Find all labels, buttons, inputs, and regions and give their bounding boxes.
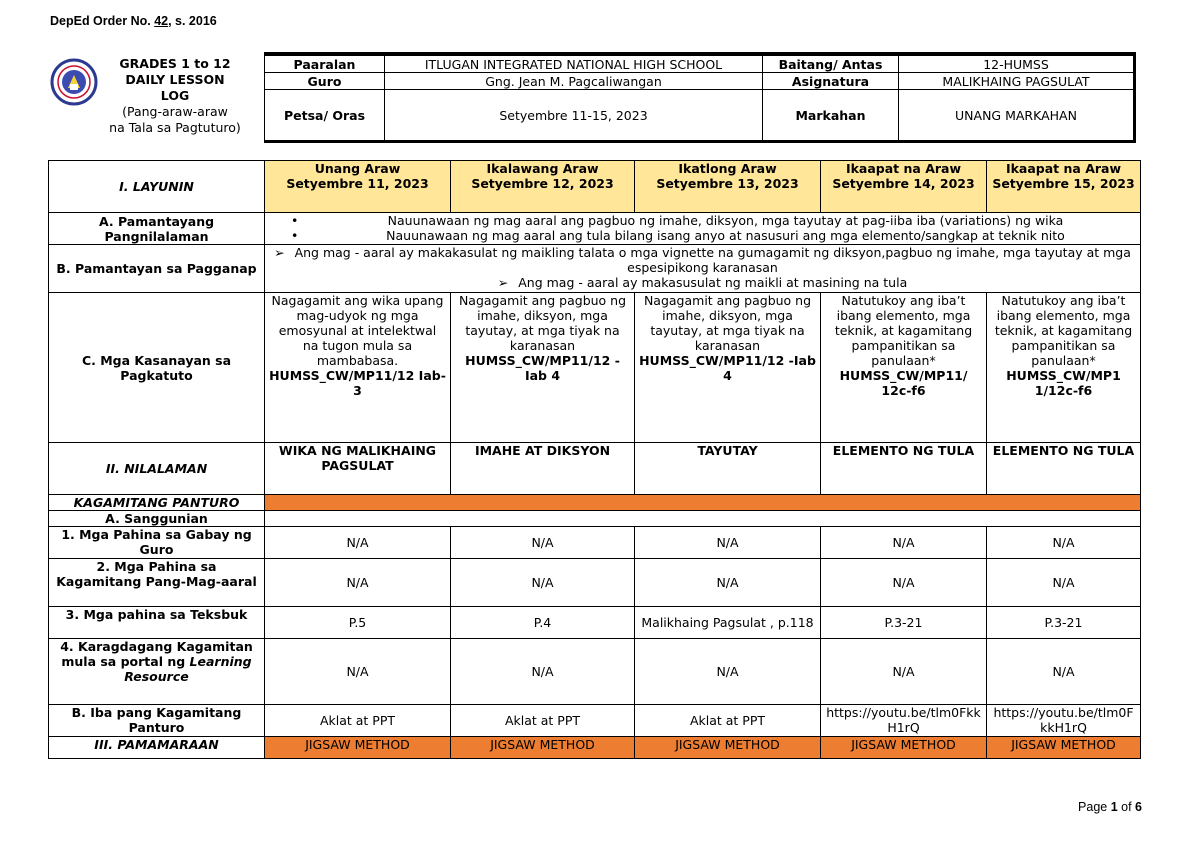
dll-title: GRADES 1 to 12 DAILY LESSON LOG (Pang-araw-araw na Tala sa Pagtuturo) xyxy=(109,56,241,135)
day-3-header: Ikatlong Araw Setyembre 13, 2023 xyxy=(635,161,821,213)
header-block xyxy=(48,52,1136,142)
markahan-value: UNANG MARKAHAN xyxy=(899,90,1134,141)
gabay-day-5: N/A xyxy=(987,527,1141,559)
kagamitan-pang-label: 2. Mga Pahina sa Kagamitang Pang-Mag-aaral xyxy=(49,559,265,607)
kasanayan-day-1: Nagagamit ang wika upang mag-udyok ng mga emosyunal at intelektwal na tugon mula sa mambabasa. HUMSS_CW/MP11/12 Iab-3 xyxy=(265,293,451,443)
nilalaman-label: II. NILALAMAN xyxy=(49,443,265,495)
page-number: Page 1 of 6 xyxy=(1078,800,1142,814)
pamamaraan-day-5: JIGSAW METHOD xyxy=(987,737,1141,759)
header-info-table xyxy=(264,55,1134,141)
list-item: • Nauunawaan ng mag aaral ang pagbuo ng imahe, diksyon, mga tayutay at pag-iiba iba (variations) ng wika xyxy=(315,213,1136,228)
teksbuk-day-2: P.4 xyxy=(451,607,635,639)
iba-label: B. Iba pang Kagamitang Panturo xyxy=(49,705,265,737)
list-item: ➢ Ang mag - aaral ay makakasulat ng maikling talata o mga vignette na gumagamit ng diksyon,pagbuo ng imahe, mga tayutay at mga espesipikong karanasan xyxy=(274,245,1131,275)
pagganap-label: B. Pamantayan sa Pagganap xyxy=(49,245,265,293)
sanggunian-blank xyxy=(265,511,1141,527)
karagdagang-day-5: N/A xyxy=(987,639,1141,705)
kagamitan-pang-day-5: N/A xyxy=(987,559,1141,607)
pamamaraan-day-3: JIGSAW METHOD xyxy=(635,737,821,759)
list-item: • Nauunawaan ng mag aaral ang tula bilang isang anyo at nasusuri ang mga elemento/sangkap at teknik nito xyxy=(315,228,1136,243)
layunin-header: I. LAYUNIN xyxy=(49,161,265,213)
baitang-label: Baitang/ Antas xyxy=(763,56,899,73)
karagdagang-day-1: N/A xyxy=(265,639,451,705)
lesson-log-table xyxy=(48,160,1141,759)
kagamitan-pang-day-3: N/A xyxy=(635,559,821,607)
teksbuk-day-5: P.3-21 xyxy=(987,607,1141,639)
kagamitan-pang-day-1: N/A xyxy=(265,559,451,607)
nilalaman-day-4: ELEMENTO NG TULA xyxy=(821,443,987,495)
arrow-bullet-icon: ➢ xyxy=(274,245,285,260)
paaralan-label: Paaralan xyxy=(265,56,385,73)
kasanayan-day-4: Natutukoy ang iba’t ibang elemento, mga teknik, at kagamitang pampanitikan sa panulaan* HUMSS_CW/MP11/ 12c-f6 xyxy=(821,293,987,443)
guro-value: Gng. Jean M. Pagcaliwangan xyxy=(385,73,763,90)
asignatura-value: MALIKHAING PAGSULAT xyxy=(899,73,1134,90)
pamamaraan-day-4: JIGSAW METHOD xyxy=(821,737,987,759)
pamamaraan-day-1: JIGSAW METHOD xyxy=(265,737,451,759)
karagdagang-day-4: N/A xyxy=(821,639,987,705)
teksbuk-day-4: P.3-21 xyxy=(821,607,987,639)
pamantayang-list xyxy=(265,213,1141,245)
iba-day-5-link[interactable]: https://youtu.be/tlm0FkkH1rQ xyxy=(987,705,1141,737)
kasanayan-label: C. Mga Kasanayan sa Pagkatuto xyxy=(49,293,265,443)
gabay-day-2: N/A xyxy=(451,527,635,559)
iba-day-1: Aklat at PPT xyxy=(265,705,451,737)
list-item: ➢ Ang mag - aaral ay makasusulat ng maikli at masining na tula xyxy=(497,275,908,290)
day-2-header: Ikalawang Araw Setyembre 12, 2023 xyxy=(451,161,635,213)
petsa-value: Setyembre 11-15, 2023 xyxy=(385,90,763,141)
guro-label: Guro xyxy=(265,73,385,90)
asignatura-label: Asignatura xyxy=(763,73,899,90)
kasanayan-day-3: Nagagamit ang pagbuo ng imahe, diksyon, mga tayutay, at mga tiyak na karanasan HUMSS_CW/MP11/12 -Iab 4 xyxy=(635,293,821,443)
iba-day-2: Aklat at PPT xyxy=(451,705,635,737)
kasanayan-day-2: Nagagamit ang pagbuo ng imahe, diksyon, mga tayutay, at mga tiyak na karanasan HUMSS_CW/MP11/12 -Iab 4 xyxy=(451,293,635,443)
gabay-day-4: N/A xyxy=(821,527,987,559)
nilalaman-day-1: WIKA NG MALIKHAING PAGSULAT xyxy=(265,443,451,495)
teksbuk-label: 3. Mga pahina sa Teksbuk xyxy=(49,607,265,639)
karagdagang-day-2: N/A xyxy=(451,639,635,705)
deped-order: DepEd Order No. 42, s. 2016 xyxy=(50,14,217,28)
kagamitan-pang-day-4: N/A xyxy=(821,559,987,607)
kagamitan-label: KAGAMITANG PANTURO xyxy=(49,495,265,511)
iba-day-4-link[interactable]: https://youtu.be/tlm0FkkH1rQ xyxy=(821,705,987,737)
gabay-label: 1. Mga Pahina sa Gabay ng Guro xyxy=(49,527,265,559)
nilalaman-day-2: IMAHE AT DIKSYON xyxy=(451,443,635,495)
kagamitan-bar xyxy=(265,495,1141,511)
iba-day-3: Aklat at PPT xyxy=(635,705,821,737)
karagdagang-day-3: N/A xyxy=(635,639,821,705)
markahan-label: Markahan xyxy=(763,90,899,141)
petsa-label: Petsa/ Oras xyxy=(265,90,385,141)
nilalaman-day-3: TAYUTAY xyxy=(635,443,821,495)
nilalaman-day-5: ELEMENTO NG TULA xyxy=(987,443,1141,495)
karagdagang-label: 4. Karagdagang Kagamitan mula sa portal ng Learning Resource xyxy=(49,639,265,705)
teksbuk-day-1: P.5 xyxy=(265,607,451,639)
pagganap-list xyxy=(265,245,1141,293)
pamantayang-label: A. Pamantayang Pangnilalaman xyxy=(49,213,265,245)
teksbuk-day-3: Malikhaing Pagsulat , p.118 xyxy=(635,607,821,639)
day-4-header: Ikaapat na Araw Setyembre 14, 2023 xyxy=(821,161,987,213)
paaralan-value: ITLUGAN INTEGRATED NATIONAL HIGH SCHOOL xyxy=(385,56,763,73)
kagamitan-pang-day-2: N/A xyxy=(451,559,635,607)
gabay-day-3: N/A xyxy=(635,527,821,559)
kasanayan-day-5: Natutukoy ang iba’t ibang elemento, mga teknik, at kagamitang pampanitikan sa panulaan* HUMSS_CW/MP1 1/12c-f6 xyxy=(987,293,1141,443)
baitang-value: 12-HUMSS xyxy=(899,56,1134,73)
day-1-header: Unang Araw Setyembre 11, 2023 xyxy=(265,161,451,213)
pamamaraan-label: III. PAMAMARAAN xyxy=(49,737,265,759)
pamamaraan-day-2: JIGSAW METHOD xyxy=(451,737,635,759)
day-5-header: Ikaapat na Araw Setyembre 15, 2023 xyxy=(987,161,1141,213)
arrow-bullet-icon: ➢ xyxy=(497,275,509,290)
gabay-day-1: N/A xyxy=(265,527,451,559)
sanggunian-label: A. Sanggunian xyxy=(49,511,265,527)
